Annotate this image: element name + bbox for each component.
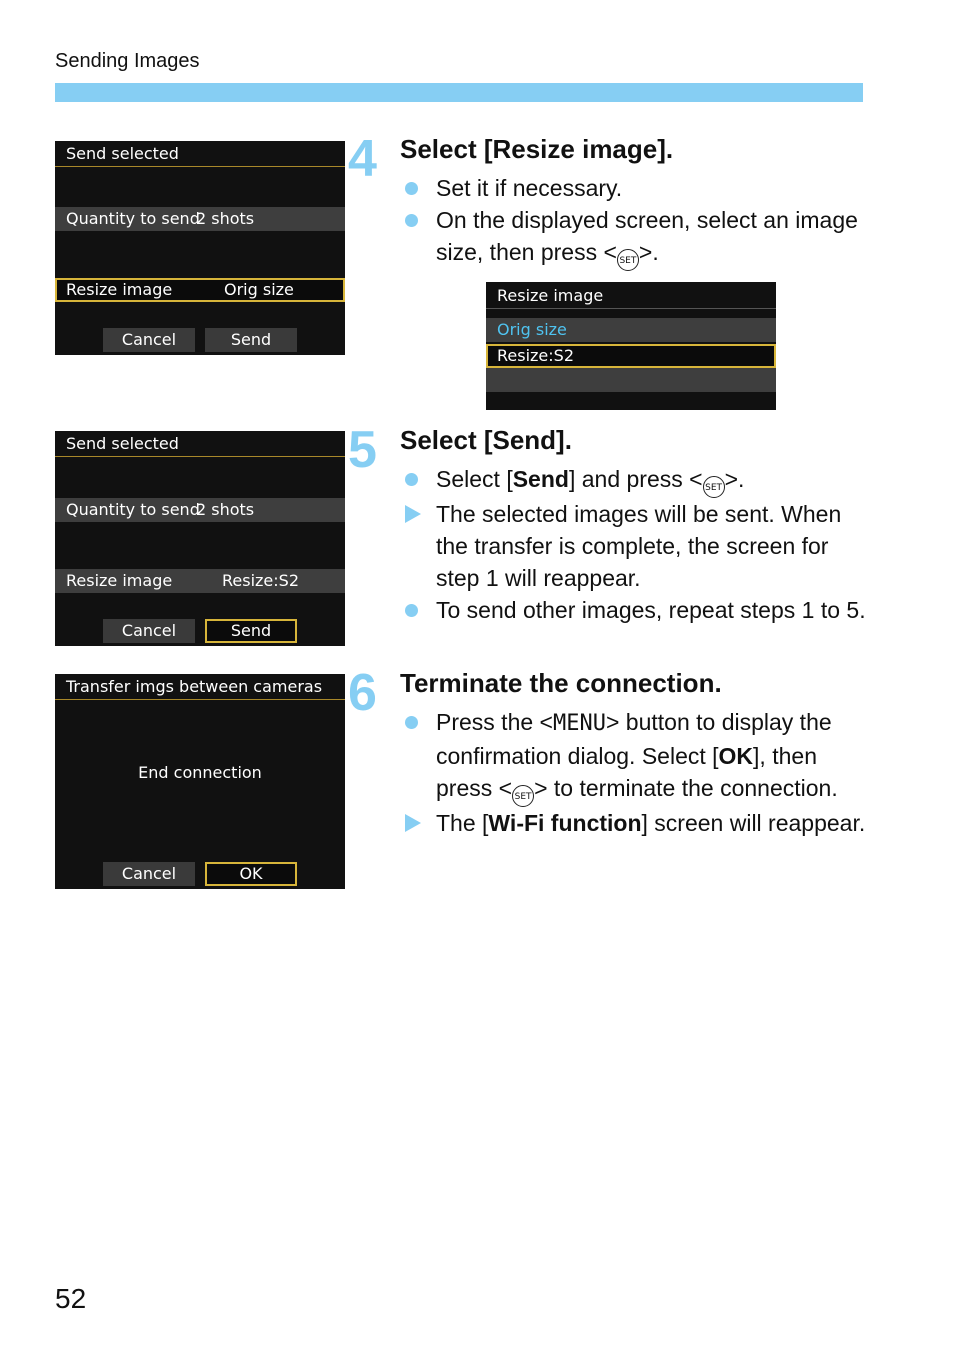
list-item [400, 706, 870, 807]
option-resize-s2[interactable]: Resize:S2 [486, 344, 776, 368]
resize-popup-screen [486, 282, 776, 410]
quantity-label: Quantity to send [66, 500, 200, 519]
ok-button[interactable]: OK [205, 862, 297, 886]
list-item [400, 204, 870, 271]
header-bar [55, 83, 863, 102]
bullet-dot-icon [405, 182, 418, 195]
quantity-label: Quantity to send [66, 209, 200, 228]
bullet-text: To send other images, repeat steps 1 to 5. [436, 597, 866, 623]
bullet-dot-icon [405, 473, 418, 486]
resize-label: Resize image [66, 571, 173, 590]
cancel-button[interactable]: Cancel [103, 328, 195, 352]
bullet-text: Set it if necessary. [436, 175, 623, 201]
resize-row[interactable] [55, 569, 345, 593]
result-arrow-icon [405, 814, 421, 832]
step6-bullets [400, 706, 870, 839]
quantity-value: 2 shots [196, 500, 255, 519]
resize-value: Resize:S2 [222, 571, 299, 590]
resize-row[interactable] [55, 278, 345, 302]
screen-title: Send selected [55, 431, 345, 457]
bullet-text-mid: ] and press < [568, 466, 703, 492]
empty-option-row [486, 368, 776, 392]
screen-title: Send selected [55, 141, 345, 167]
step4-bullets [400, 172, 870, 271]
page-number: 52 [55, 1283, 87, 1314]
camera-screen-step5 [55, 431, 345, 646]
cancel-button[interactable]: Cancel [103, 862, 195, 886]
step-number-4: 4 [348, 130, 377, 188]
set-button-icon: SET [512, 785, 534, 807]
bullet-bold: Wi-Fi function [488, 810, 642, 836]
bullet-dot-icon [405, 214, 418, 227]
send-button[interactable]: Send [205, 328, 297, 352]
resize-value: Orig size [224, 280, 294, 299]
running-header: Sending Images [55, 50, 200, 72]
camera-screen-step6 [55, 674, 345, 889]
bullet-dot-icon [405, 716, 418, 729]
quantity-row [55, 207, 345, 231]
list-item [400, 463, 870, 498]
bullet-text: The [ [436, 810, 489, 836]
set-button-icon: SET [703, 476, 725, 498]
bullet-text: Select [ [436, 466, 513, 492]
bullet-text-end: ] screen will reappear. [641, 810, 866, 836]
result-arrow-icon [405, 505, 421, 523]
bullet-text-end: >. [638, 239, 659, 265]
cancel-button[interactable]: Cancel [103, 619, 195, 643]
bullet-text-end: > to terminate the connection. [534, 775, 838, 801]
bullet-bold: Send [512, 466, 569, 492]
bullet-text: On the displayed screen, select an image size, then press < [436, 207, 858, 265]
option-orig-size[interactable]: Orig size [486, 318, 776, 342]
screen-title: Transfer imgs between cameras [55, 674, 345, 700]
quantity-row [55, 498, 345, 522]
bullet-text: Press the < [436, 709, 553, 735]
step5-title: Select [Send]. [400, 425, 572, 455]
resize-label: Resize image [66, 280, 173, 299]
list-item [400, 498, 870, 594]
bullet-text-mid2: ], then press < [436, 743, 817, 801]
step6-title: Terminate the connection. [400, 668, 722, 698]
step-number-6: 6 [348, 664, 377, 722]
bullet-dot-icon [405, 604, 418, 617]
list-item [400, 807, 870, 839]
quantity-value: 2 shots [196, 209, 255, 228]
step5-bullets [400, 463, 870, 626]
list-item [400, 172, 870, 204]
step-number-5: 5 [348, 421, 377, 479]
popup-title: Resize image [486, 282, 776, 309]
bullet-text-mid: > button to display the confirmation dialog. Select [ [436, 709, 832, 769]
menu-button-icon: MENU [552, 711, 606, 736]
step4-title: Select [Resize image]. [400, 134, 674, 164]
end-connection-message: End connection [138, 763, 262, 782]
bullet-bold: OK [718, 743, 754, 769]
bullet-text-end: >. [724, 466, 745, 492]
camera-screen-step4 [55, 141, 345, 355]
send-button[interactable]: Send [205, 619, 297, 643]
list-item [400, 594, 870, 626]
bullet-text: The selected images will be sent. When the transfer is complete, the screen for step 1 will reappear. [436, 501, 842, 591]
set-button-icon: SET [617, 249, 639, 271]
